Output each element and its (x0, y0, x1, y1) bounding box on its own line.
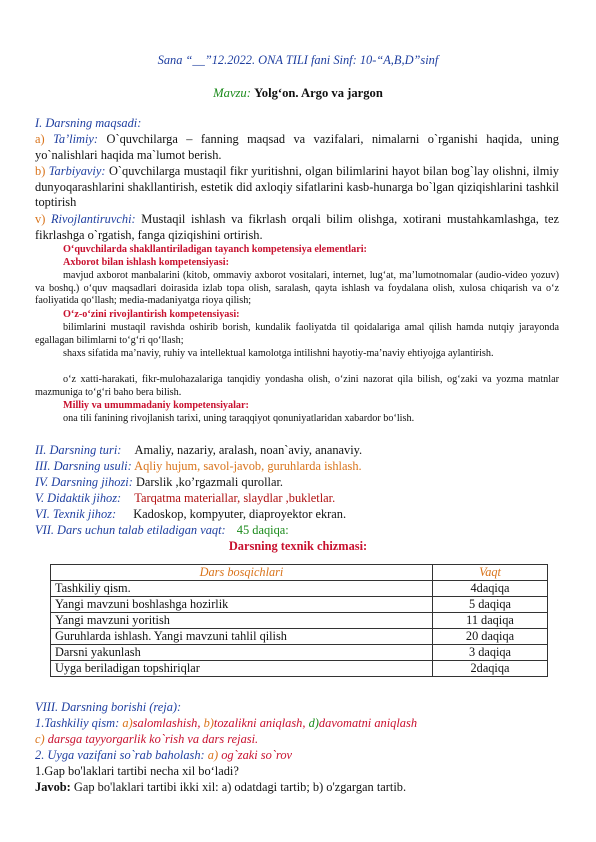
time-cell: 4daqiqa (433, 581, 548, 597)
organization-d-text: davomatni aniqlash (318, 716, 418, 730)
date-line: Sana “__”12.2022. ONA TILI fani Sinf: 10-“A,B,D”sinf (157, 53, 439, 67)
info-competency-title: Axborot bilan ishlash kompetensiyasi: (63, 257, 229, 268)
lesson-didactic-value: Tarqatma materiallar, slaydlar ,bukletlar. (134, 491, 336, 505)
lesson-type-value: Amaliy, nazariy, aralash, noan`aviy, ananaviy. (134, 443, 363, 457)
lesson-type-label: II. Darsning turi: (35, 443, 122, 457)
table-row (51, 581, 548, 597)
table-row (51, 645, 548, 661)
goal-b-label: Tarbiyaviy: (48, 164, 106, 178)
self-competency-text-3: o‘z xatti-harakati, fikr-mulohazalariga tanqidiy yondasha olish, o‘zini nazorat qila bilish, og‘zaki va yozma matnlar mazmuniga to‘g‘ri baho bera bilish. (35, 374, 559, 398)
organization-c-line (35, 732, 258, 748)
scheme-title: Darsning texnik chizmasi: (228, 539, 368, 553)
goal-b-letter: b) (35, 164, 46, 178)
goal-b-text: O`quvchilarga mustaqil fikr yuritishni, olgan bilimlarini hayot bilan bog`lay olishni, ilmiy dunyoqarashlarini shakllantirish, estetik did axloqiy sifatlarini kasb-hunarga bo`lgan qiziqishlarini tashkil toptirish (35, 164, 559, 210)
organization-line (35, 716, 417, 732)
progress-heading: VIII. Darsning borishi (reja): (35, 700, 182, 714)
competencies-title: O‘quvchilarda shakllantiriladigan tayanch kompetensiya elementlari: (63, 244, 367, 255)
homework-a-letter: a) (207, 748, 219, 762)
table-row (51, 597, 548, 613)
stage-cell: Tashkiliy qism. (51, 581, 433, 597)
organization-d-letter: d) (308, 716, 319, 730)
lesson-technical-value: Kadoskop, kompyuter, diaproyektor ekran. (133, 507, 347, 521)
organization-a-letter: a) (122, 716, 133, 730)
national-competency-text: ona tili fanining rivojlanish tarixi, uning taraqqiyot qonuniyatlaridan xabardor bo‘lish. (63, 413, 415, 424)
time-cell: 2daqiqa (433, 661, 548, 677)
goal-b (35, 164, 559, 211)
homework-a-text: og`zaki so`rov (221, 748, 293, 762)
answer-label: Javob: (35, 780, 71, 794)
stage-cell: Yangi mavzuni yoritish (51, 613, 433, 629)
lesson-method-label: III. Darsning usuli: (35, 459, 132, 473)
self-competency-text-2: shaxs sifatida ma’naviy, ruhiy va intellektual kamolotga intilishni hayotiy-ma’naviy ehtiyojga aylantirish. (63, 348, 494, 359)
lesson-didactic (35, 491, 335, 507)
lesson-time-value: 45 daqiqa: (236, 523, 289, 537)
stage-cell: Uyga beriladigan topshiriqlar (51, 661, 433, 677)
column-header-time: Vaqt (433, 565, 548, 581)
topic-value: Yolg‘on. Argo va jargon (254, 86, 383, 100)
stage-cell: Guruhlarda ishlash. Yangi mavzuni tahlil qilish (51, 629, 433, 645)
lesson-method (35, 459, 362, 475)
time-cell: 20 daqiqa (433, 629, 548, 645)
table-row (51, 661, 548, 677)
answer-text: Gap bo'laklari tartibi ikki xil: a) odatdagi tartib; b) o'zgargan tartib. (73, 780, 407, 794)
self-competency-title: O‘z-o‘zini rivojlantirish kompetensiyasi: (63, 309, 240, 320)
goal-a-text: O`quvchilarga – fanning maqsad va vazifalari, nimalarni o`rganishi haqida, uning yo`nalishlari haqida ma`lumot berish. (35, 132, 559, 162)
lesson-equipment-label: IV. Darsning jihozi: (35, 475, 133, 489)
question-text: 1.Gap bo'laklari tartibi necha xil bo‘ladi? (35, 764, 239, 778)
lesson-time (35, 523, 289, 539)
lesson-time-label: VII. Dars uchun talab etiladigan vaqt: (35, 523, 226, 537)
homework-label: 2. Uyga vazifani so`rab baholash: (35, 748, 205, 762)
lesson-technical-label: VI. Texnik jihoz: (35, 507, 117, 521)
national-competency-title: Milliy va umummadaniy kompetensiyalar: (63, 400, 249, 411)
organization-c-text: darsga tayyorgarlik ko`rish va dars rejasi. (47, 732, 259, 746)
time-cell: 3 daqiqa (433, 645, 548, 661)
answer-line (35, 780, 406, 796)
goal-v (35, 212, 559, 243)
lesson-type (35, 443, 362, 459)
lesson-method-value: Aqliy hujum, savol-javob, guruhlarda ishlash. (134, 459, 362, 473)
time-cell: 5 daqiqa (433, 597, 548, 613)
goal-a-label: Ta’limiy: (53, 132, 99, 146)
lesson-scheme-table (50, 564, 548, 677)
organization-a-text: salomlashish, (132, 716, 201, 730)
self-competency-text-1: bilimlarini mustaqil ravishda oshirib borish, kundalik faoliyatda til qoidalariga amal qilish hamda nutqiy jarayonda egallagan bilimlarni to‘g‘ri qo‘llash; (35, 322, 559, 346)
topic-label: Mavzu: (213, 86, 251, 100)
stage-cell: Darsni yakunlash (51, 645, 433, 661)
lesson-equipment (35, 475, 283, 491)
table-row (51, 613, 548, 629)
goal-a (35, 132, 559, 163)
lesson-equipment-value: Darslik ,ko’rgazmali qurollar. (135, 475, 284, 489)
goal-v-text: Mustaqil ishlash va fikrlash orqali bilim olishga, xotirani mustahkamlashga, tez fikrlashga o`rgatish, fanga qiziqishini ortirish. (35, 212, 559, 242)
lesson-technical (35, 507, 346, 523)
time-cell: 11 daqiqa (433, 613, 548, 629)
organization-b-letter: b) (203, 716, 214, 730)
table-row (51, 629, 548, 645)
goals-heading: I. Darsning maqsadi: (35, 116, 142, 130)
goal-a-letter: a) (35, 132, 45, 146)
column-header-stages: Dars bosqichlari (51, 565, 433, 581)
organization-b-text: tozalikni aniqlash, (213, 716, 306, 730)
topic-line (0, 86, 596, 101)
stage-cell: Yangi mavzuni boshlashga hozirlik (51, 597, 433, 613)
info-competency-text: mavjud axborot manbalarini (kitob, ommaviy axborot vositalari, internet, lug‘at, ma’lumotnomalar (audio-video yozuv) va boshq.) o‘quv maqsadlari doirasida izlab topa olish, saralash, qayta ishlash va foydalana olish, xulosa chiqarish va o‘z faoliyatida qo‘llash; media-madaniyatga rioya qilish; (35, 270, 559, 307)
lesson-didactic-label: V. Didaktik jihoz: (35, 491, 122, 505)
organization-c-letter: c) (35, 732, 45, 746)
goal-v-letter: v) (35, 212, 46, 226)
organization-label: 1.Tashkiliy qism: (35, 716, 120, 730)
table-header-row (51, 565, 548, 581)
homework-line (35, 748, 292, 764)
goal-v-label: Rivojlantiruvchi: (50, 212, 136, 226)
